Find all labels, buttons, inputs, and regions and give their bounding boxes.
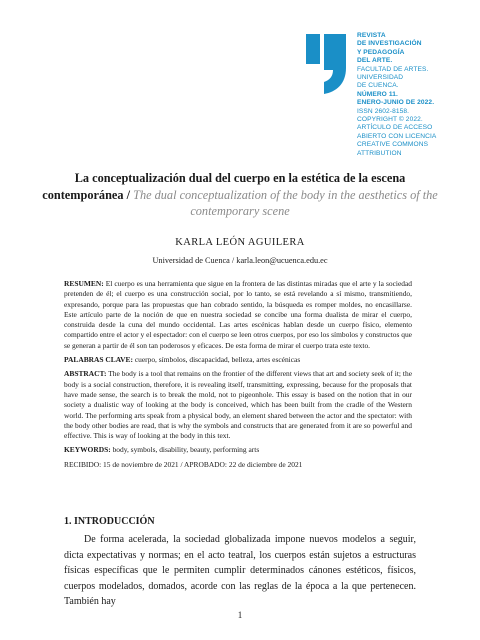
faculty-line: FACULTAD DE ARTES. <box>357 65 429 73</box>
palabras-label: PALABRAS CLAVE: <box>64 355 133 365</box>
dates-line: RECIBIDO: 15 de noviembre de 2021 / APROBADO: 22 de diciembre de 2021 <box>64 459 303 469</box>
license-line: ARTÍCULO DE ACCESO <box>357 124 433 132</box>
abstract-label: ABSTRACT: <box>64 369 107 379</box>
issn: ISSN 2602-8158. <box>357 107 410 115</box>
abstract-paragraph <box>64 369 412 441</box>
copyright: COPYRIGHT © 2022. <box>357 116 423 124</box>
university-line: UNIVERSIDAD <box>357 74 404 82</box>
issue-date: ENERO-JUNIO DE 2022. <box>357 99 435 107</box>
resumen-paragraph <box>64 279 412 351</box>
license-line: ATTRIBUTION <box>357 149 402 157</box>
page-number: 1 <box>237 610 243 620</box>
issue-number: NÚMERO 11. <box>357 90 398 98</box>
keywords-text: body, symbols, disability, beauty, performing arts <box>110 445 260 455</box>
author-name: KARLA LEÓN AGUILERA <box>175 237 305 248</box>
journal-name-line: DEL ARTE. <box>357 57 393 65</box>
resumen-label: RESUMEN: <box>64 279 104 288</box>
journal-name-line: Y PEDAGOGÍA <box>357 48 405 56</box>
title-spanish: La conceptualización dual del cuerpo en la estética de la escena contemporánea / <box>42 171 406 202</box>
article-title <box>40 170 440 220</box>
license-line: CREATIVE COMMONS <box>357 141 429 149</box>
resumen-text: El cuerpo es una herramienta que sigue en la frontera de las distintas miradas que el arte y la sociedad pretenden de él; el cuerpo es una construcción social, por lo tanto, se está revelando a sí mismo, transmitiendo, expresando, porque para las propuestas que han cobrado sentido, la búsqueda es romper moldes, no encasillarse. Este artículo parte de la noción de que en nuestra sociedad se concibe una forma dualista de mirar el cuerpo, construida desde la cuna del mundo occidental. Las artes escénicas hablan desde un cuerpo físico, elemento compartido entre el actor y el espectador: con el cuerpo se leen otros cuerpos, por eso los símbolos y constructos que se generan a partir de él son tan poderosos y eficaces. De esta forma de mirar el cuerpo trata este texto. <box>64 279 412 350</box>
body-text <box>64 532 416 610</box>
body-paragraph: De forma acelerada, la sociedad globalizada impone nuevos modelos a seguir, dicta expectativas y normas; en el acto teatral, los cuerpos están sujetos a estructuras físicas específicas que le permiten cumplir determinados cánones estéticos, físicos, cuerpos modelados, domados, acorde con las reglas de la época a la que pertenecen. También hay <box>64 534 416 608</box>
title-english: The dual conceptualization of the body in the aesthetics of the contemporary scene <box>133 187 438 218</box>
author-affiliation: Universidad de Cuenca / karla.leon@ucuenca.edu.ec <box>152 256 328 265</box>
journal-logo-icon <box>306 34 354 94</box>
abstract-block <box>64 279 412 474</box>
license-line: ABIERTO CON LICENCIA <box>357 132 437 140</box>
section-title: 1. INTRODUCCIÓN <box>64 516 155 527</box>
keywords-label: KEYWORDS: <box>64 445 111 455</box>
palabras-text: cuerpo, símbolos, discapacidad, belleza, artes escénicas <box>132 355 301 365</box>
keywords-paragraph <box>64 445 412 455</box>
palabras-paragraph <box>64 355 412 365</box>
journal-name-line: REVISTA <box>357 32 386 39</box>
abstract-text: The body is a tool that remains on the frontier of the different views that art and society seek of it; the body is a social construction, therefore, it is revealing itself, transmitting, expressing, because for the proposals that have made sense, the search is to break the mold, not to pigeonhole. This essay is based on the notion that in our society a dualistic way of looking at the body is conceived, which has been built from the cradle of the Western world. The performing arts speak from a physical body, an element shared between the actor and the spectator: with the body other bodies are read, that is why the symbols and constructs that are generated from it are so powerful and effective. This is way of looking at the body in this text. <box>64 369 412 441</box>
university-line: DE CUENCA. <box>357 82 399 90</box>
journal-name-line: DE INVESTIGACIÓN <box>357 40 422 48</box>
journal-info <box>357 32 472 158</box>
